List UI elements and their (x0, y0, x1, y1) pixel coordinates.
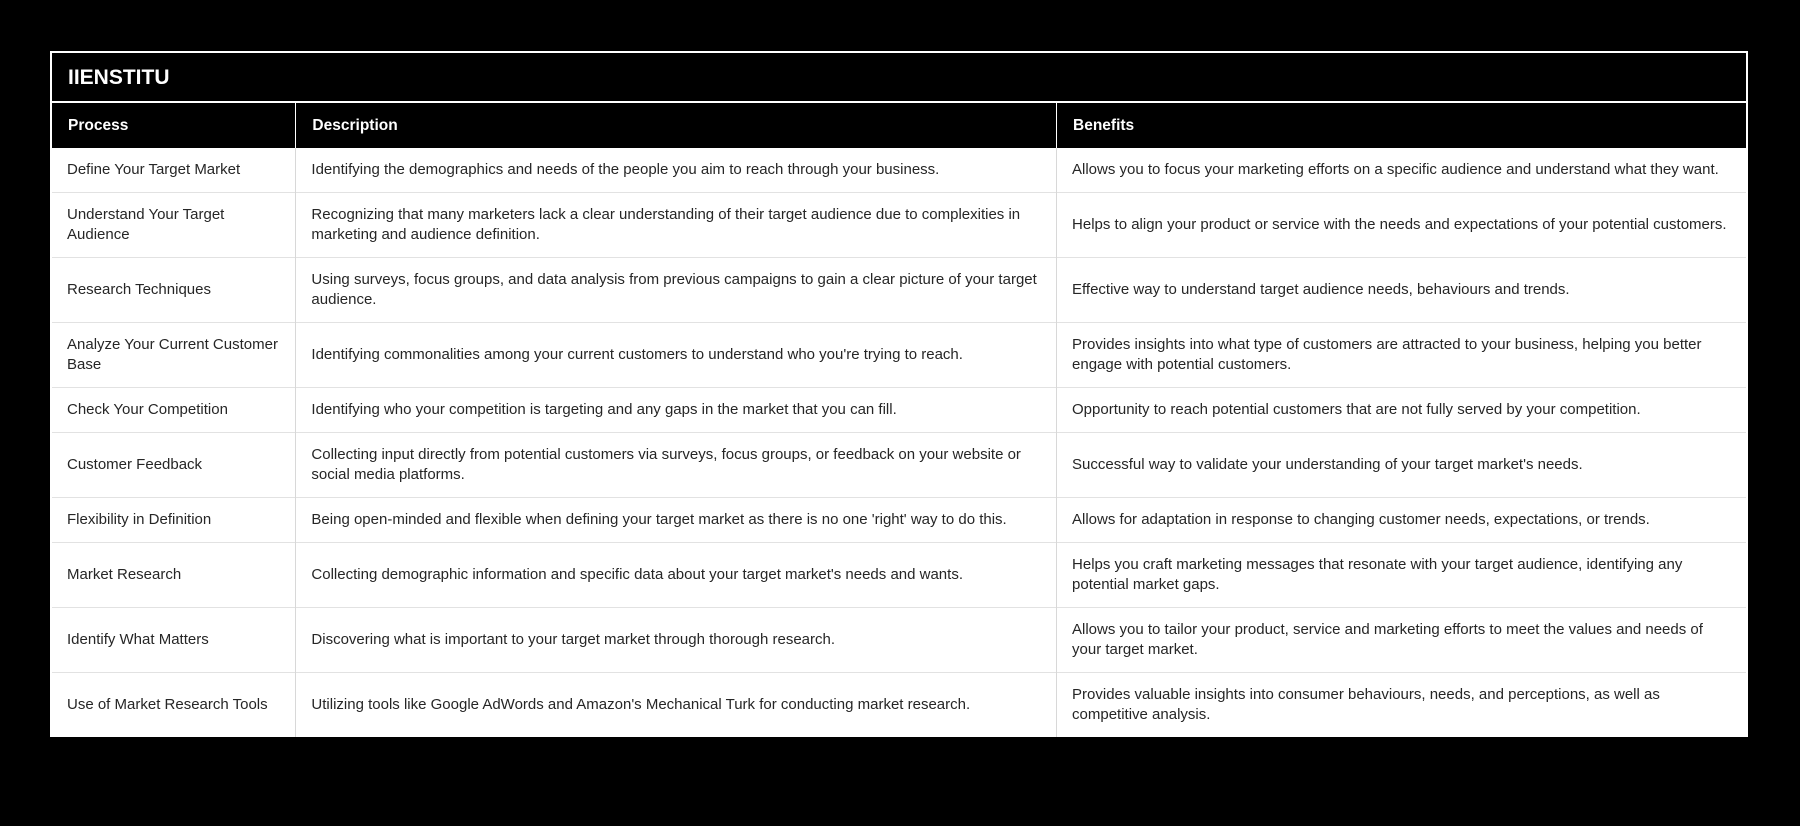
cell-description: Identifying commonalities among your current customers to understand who you're trying to reach. (296, 323, 1057, 388)
table-row (52, 498, 1746, 543)
cell-description: Collecting demographic information and specific data about your target market's needs and wants. (296, 543, 1057, 608)
cell-description: Using surveys, focus groups, and data analysis from previous campaigns to gain a clear picture of your target audience. (296, 258, 1057, 323)
process-benefits-table (50, 51, 1748, 737)
cell-benefits: Helps to align your product or service with the needs and expectations of your potential customers. (1057, 193, 1746, 258)
cell-description: Collecting input directly from potential customers via surveys, focus groups, or feedback on your website or social media platforms. (296, 433, 1057, 498)
cell-process: Identify What Matters (52, 608, 296, 673)
table-title: IIENSTITU (52, 53, 1746, 103)
cell-process: Check Your Competition (52, 388, 296, 433)
table-row (52, 543, 1746, 608)
table-row (52, 258, 1746, 323)
cell-process: Market Research (52, 543, 296, 608)
cell-benefits: Allows you to tailor your product, service and marketing efforts to meet the values and needs of your target market. (1057, 608, 1746, 673)
cell-process: Define Your Target Market (52, 148, 296, 193)
cell-process: Analyze Your Current Customer Base (52, 323, 296, 388)
table-row (52, 608, 1746, 673)
column-header-benefits: Benefits (1057, 103, 1746, 148)
cell-description: Utilizing tools like Google AdWords and Amazon's Mechanical Turk for conducting market research. (296, 673, 1057, 738)
cell-process: Use of Market Research Tools (52, 673, 296, 738)
table-row (52, 433, 1746, 498)
cell-description: Discovering what is important to your target market through thorough research. (296, 608, 1057, 673)
data-table (52, 103, 1746, 737)
column-header-process: Process (52, 103, 296, 148)
column-header-description: Description (296, 103, 1057, 148)
cell-benefits: Helps you craft marketing messages that resonate with your target audience, identifying any potential market gaps. (1057, 543, 1746, 608)
cell-description: Identifying who your competition is targeting and any gaps in the market that you can fill. (296, 388, 1057, 433)
cell-benefits: Provides valuable insights into consumer behaviours, needs, and perceptions, as well as competitive analysis. (1057, 673, 1746, 738)
table-row (52, 388, 1746, 433)
table-body (52, 148, 1746, 737)
table-row (52, 323, 1746, 388)
cell-benefits: Provides insights into what type of customers are attracted to your business, helping you better engage with potential customers. (1057, 323, 1746, 388)
cell-benefits: Allows you to focus your marketing efforts on a specific audience and understand what they want. (1072, 161, 1719, 178)
cell-description: Recognizing that many marketers lack a clear understanding of their target audience due to complexities in marketing and audience definition. (296, 193, 1057, 258)
cell-benefits: Effective way to understand target audience needs, behaviours and trends. (1057, 258, 1746, 323)
cell-benefits: Successful way to validate your understanding of your target market's needs. (1057, 433, 1746, 498)
table-row (52, 673, 1746, 738)
cell-process: Understand Your Target Audience (52, 193, 296, 258)
cell-process: Flexibility in Definition (52, 498, 296, 543)
cell-description: Identifying the demographics and needs of the people you aim to reach through your business. (296, 148, 1057, 193)
table-row (52, 193, 1746, 258)
cell-process: Research Techniques (52, 258, 296, 323)
cell-process: Customer Feedback (52, 433, 296, 498)
header-row (52, 103, 1746, 148)
cell-benefits: Allows for adaptation in response to changing customer needs, expectations, or trends. (1057, 498, 1746, 543)
cell-description: Being open-minded and flexible when defining your target market as there is no one 'right' way to do this. (296, 498, 1057, 543)
table-row (52, 148, 1746, 193)
cell-benefits: Opportunity to reach potential customers that are not fully served by your competition. (1057, 388, 1746, 433)
